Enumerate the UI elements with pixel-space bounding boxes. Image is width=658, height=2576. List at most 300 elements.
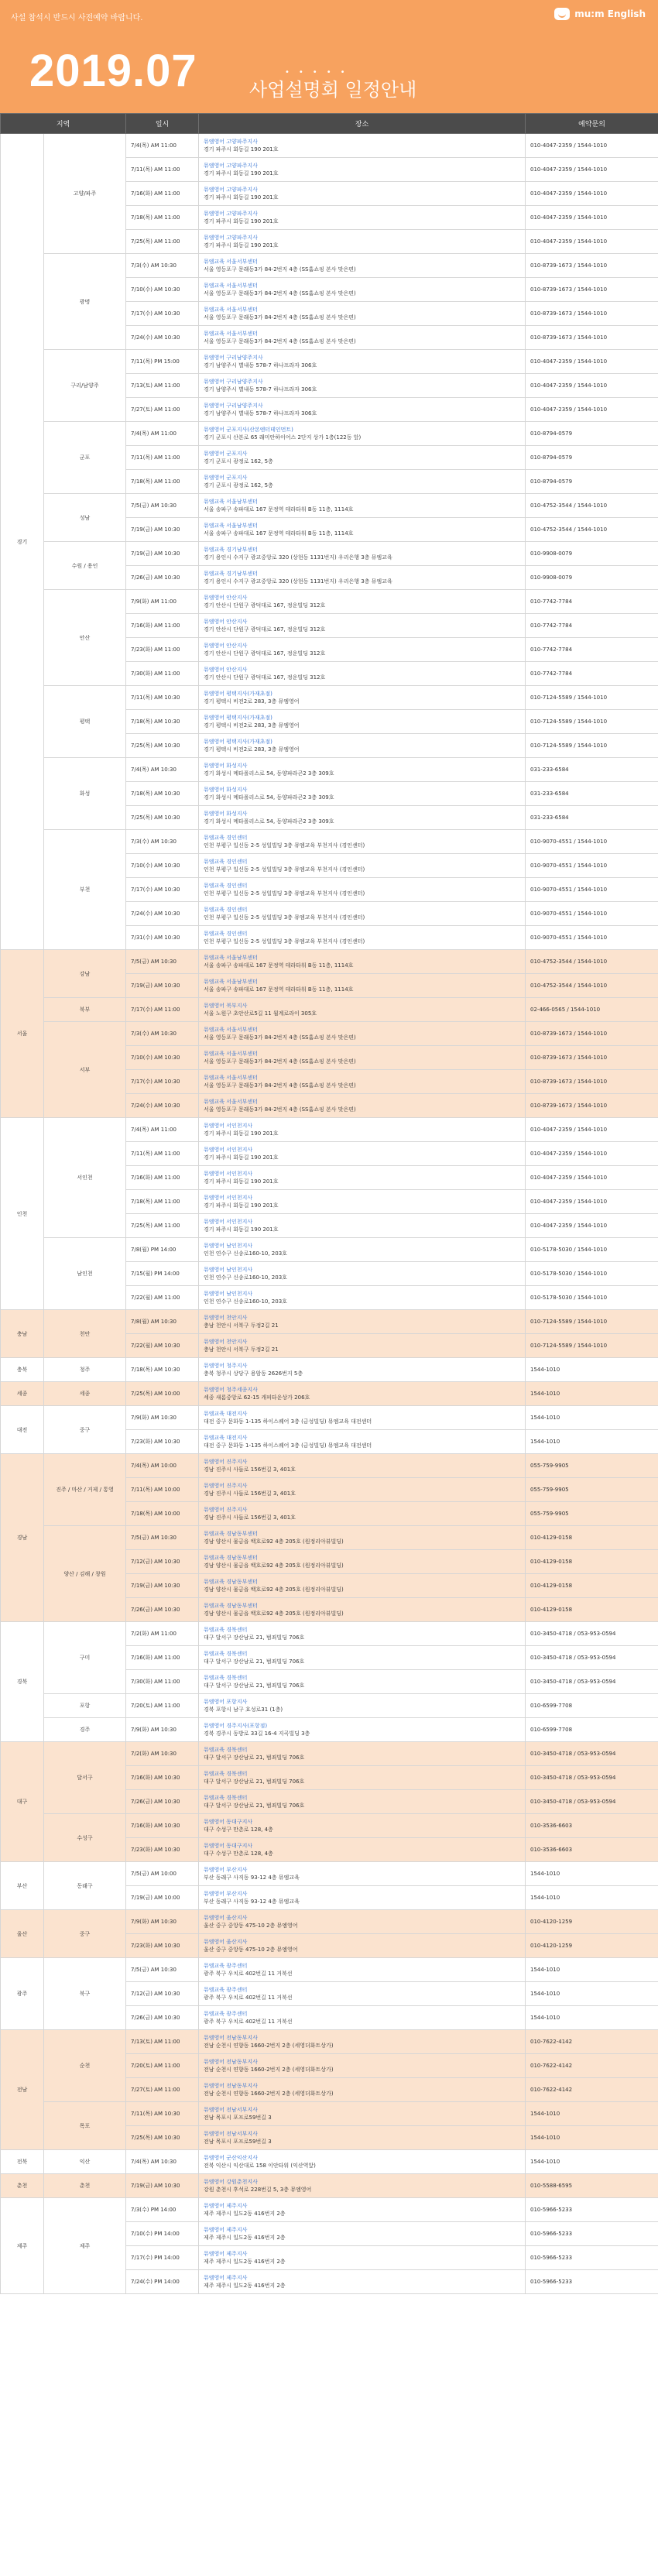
date-cell: 7/24(수) AM 10:30 [126, 902, 199, 926]
place-name-link[interactable]: 뮤엠교육 경북센터 [204, 1651, 248, 1657]
contact-cell: 010-8739-1673 / 1544-1010 [526, 326, 658, 350]
place-address: 인천 부평구 일신동 2-5 성일빌딩 3층 뮤엠교육 부천지사 (경인센터) [204, 914, 365, 921]
place-name-link[interactable]: 뮤엠영어 서인천지사 [204, 1171, 253, 1177]
place-name-link[interactable]: 뮤엠교육 대전지사 [204, 1435, 248, 1441]
place-name-link[interactable]: 뮤엠교육 서울서부센터 [204, 1099, 258, 1105]
place-name-link[interactable]: 뮤엠교육 서울남부센터 [204, 499, 258, 505]
place-address: 서울 송파구 송파대로 167 문정역 테라타워 B동 11층, 1114호 [204, 986, 354, 993]
place-address: 대구 달서구 장산남로 21, 범죄빌딩 706호 [204, 1682, 305, 1689]
place-cell [199, 854, 526, 878]
date-cell: 7/31(수) AM 10:30 [126, 926, 199, 950]
place-name-link[interactable]: 뮤엠교육 서울서부센터 [204, 283, 258, 289]
date-cell: 7/16(화) AM 11:00 [126, 182, 199, 206]
contact-cell: 010-4129-0158 [526, 1526, 658, 1550]
brand-logo-icon [554, 8, 570, 20]
date-cell: 7/12(금) AM 10:30 [126, 1550, 199, 1574]
table-row [1, 950, 658, 974]
contact-cell: 1544-1010 [526, 2102, 658, 2126]
place-address: 경기 파주시 회동길 190 201호 [204, 1178, 279, 1185]
place-cell [199, 2102, 526, 2126]
contact-cell: 010-3536-6603 [526, 1838, 658, 1862]
place-name-link[interactable]: 뮤엠교육 경북센터 [204, 1675, 248, 1681]
place-cell [199, 1934, 526, 1958]
place-address: 경기 남양주시 별내동 578-7 하나프라자 306호 [204, 410, 317, 417]
date-cell: 7/10(수) PM 14:00 [126, 2222, 199, 2246]
table-row [1, 1742, 658, 1766]
place-cell [199, 326, 526, 350]
contact-cell: 010-8739-1673 / 1544-1010 [526, 1046, 658, 1070]
header-banner [0, 0, 658, 113]
contact-cell: 010-5178-5030 / 1544-1010 [526, 1238, 658, 1262]
place-address: 경북 포항시 남구 효성로31 (1층) [204, 1706, 283, 1713]
place-cell [199, 1742, 526, 1766]
place-name-link[interactable]: 뮤엠교육 광주센터 [204, 2011, 248, 2017]
area-cell: 순천 [44, 2030, 126, 2102]
place-cell [199, 2150, 526, 2174]
table-body [1, 134, 658, 2294]
place-name-link[interactable]: 뮤엠교육 경남동부센터 [204, 1531, 258, 1537]
contact-cell: 010-3450-4718 / 053-953-0594 [526, 1646, 658, 1670]
date-cell: 7/11(목) PM 15:00 [126, 350, 199, 374]
date-cell: 7/17(수) AM 11:00 [126, 998, 199, 1022]
place-cell [199, 2198, 526, 2222]
contact-cell: 010-8794-0579 [526, 422, 658, 446]
contact-cell: 010-4752-3544 / 1544-1010 [526, 494, 658, 518]
place-name-link[interactable]: 뮤엠교육 경남동부센터 [204, 1579, 258, 1585]
date-cell: 7/16(화) AM 11:00 [126, 1646, 199, 1670]
area-cell: 남인천 [44, 1238, 126, 1310]
place-cell [199, 278, 526, 302]
year-title: 2019.07 [29, 46, 197, 96]
place-name-link[interactable]: 뮤엠영어 서인천지사 [204, 1195, 253, 1201]
place-address: 경기 군포시 광정로 162, 5층 [204, 482, 273, 489]
contact-cell: 010-8739-1673 / 1544-1010 [526, 254, 658, 278]
place-name-link[interactable]: 뮤엠영어 전남서부지사 [204, 2131, 258, 2137]
col-place-header: 장소 [199, 114, 526, 134]
place-name-link[interactable]: 뮤엠교육 서울남부센터 [204, 523, 258, 529]
contact-cell: 010-4752-3544 / 1544-1010 [526, 950, 658, 974]
place-name-link[interactable]: 뮤엠영어 안산지사 [204, 619, 248, 625]
place-name-link[interactable]: 뮤엠영어 전남서부지사 [204, 2107, 258, 2113]
place-name-link[interactable]: 뮤엠영어 군산익산지사 [204, 2155, 258, 2161]
place-name-link[interactable]: 뮤엠영어 울산지사 [204, 1915, 248, 1921]
date-cell: 7/23(화) AM 11:00 [126, 638, 199, 662]
date-cell: 7/10(수) AM 10:30 [126, 854, 199, 878]
place-name-link[interactable]: 뮤엠영어 동대구지사 [204, 1819, 253, 1825]
table-row [1, 2030, 658, 2054]
contact-cell: 010-4047-2359 / 1544-1010 [526, 230, 658, 254]
place-address: 경남 진주시 사들로 156번길 3, 401호 [204, 1466, 296, 1473]
place-address: 경기 파주시 회동길 190 201호 [204, 242, 279, 249]
table-row [1, 1310, 658, 1334]
place-address: 경기 파주시 회동길 190 201호 [204, 1154, 279, 1161]
place-address: 충북 청주시 상당구 용암동 2626번지 5층 [204, 1370, 303, 1377]
contact-cell: 031-233-6584 [526, 758, 658, 782]
place-address: 경남 양산시 물금읍 백호로92 4층 205호 (원정리아뷰빌딩) [204, 1610, 344, 1617]
place-name-link[interactable]: 뮤엠교육 서울서부센터 [204, 307, 258, 313]
date-cell: 7/5(금) AM 10:30 [126, 494, 199, 518]
date-cell: 7/26(금) AM 10:30 [126, 1598, 199, 1622]
place-address: 대전 중구 문화동 1-135 하이스퀘어 3층 (금성빌딩) 뮤엠교육 대전센터 [204, 1442, 372, 1449]
place-cell [199, 638, 526, 662]
place-name-link[interactable]: 뮤엠교육 경남동부센터 [204, 1555, 258, 1561]
place-address: 인천 연수구 신송로160-10, 203호 [204, 1298, 287, 1305]
place-cell [199, 2054, 526, 2078]
place-name-link[interactable]: 뮤엠영어 고양파주지사 [204, 163, 258, 169]
place-cell [199, 1286, 526, 1310]
place-name-link[interactable]: 뮤엠영어 고양파주지사 [204, 187, 258, 193]
place-cell [199, 926, 526, 950]
place-name-link[interactable]: 뮤엠교육 서울서부센터 [204, 259, 258, 265]
area-cell: 익산 [44, 2150, 126, 2174]
place-name-link[interactable]: 뮤엠영어 청주세종지사 [204, 1387, 258, 1393]
place-name-link[interactable]: 뮤엠영어 제주지사 [204, 2227, 248, 2233]
contact-cell: 010-3450-4718 / 053-953-0594 [526, 1766, 658, 1790]
area-cell: 북부 [44, 998, 126, 1022]
contact-cell: 010-4047-2359 / 1544-1010 [526, 374, 658, 398]
contact-cell: 010-6599-7708 [526, 1694, 658, 1718]
place-name-link[interactable]: 뮤엠영어 전남동부지사 [204, 2059, 258, 2065]
region-cell: 전북 [1, 2150, 44, 2174]
place-cell [199, 1334, 526, 1358]
place-name-link[interactable]: 뮤엠교육 경인센터 [204, 931, 248, 937]
date-cell: 7/20(토) AM 11:00 [126, 1694, 199, 1718]
place-address: 광주 북구 우치로 402번길 11 거북선 [204, 2019, 293, 2025]
place-address: 제주 제주시 일도2동 416번지 2층 [204, 2259, 286, 2265]
place-name-link[interactable]: 뮤엠교육 서울서부센터 [204, 331, 258, 337]
place-name-link[interactable]: 뮤엠영어 평택지사(가재초점) [204, 739, 272, 745]
place-cell [199, 1502, 526, 1526]
place-cell [199, 1118, 526, 1142]
place-name-link[interactable]: 뮤엠영어 화성지사 [204, 787, 248, 793]
date-cell: 7/11(목) AM 10:00 [126, 1478, 199, 1502]
place-cell [199, 254, 526, 278]
place-name-link[interactable]: 뮤엠영어 전남동부지사 [204, 2035, 258, 2041]
contact-cell: 010-5966-5233 [526, 2246, 658, 2270]
place-cell [199, 2030, 526, 2054]
place-name-link[interactable]: 뮤엠교육 경인센터 [204, 835, 248, 841]
contact-cell: 010-9070-4551 / 1544-1010 [526, 830, 658, 854]
place-name-link[interactable]: 뮤엠영어 구리남양주지사 [204, 355, 263, 361]
place-name-link[interactable]: 뮤엠영어 울산지사 [204, 1939, 248, 1945]
place-address: 경기 화성시 메타폴리스로 54, 동양파라곤2 3층 309호 [204, 770, 334, 777]
place-address: 경기 파주시 회동길 190 201호 [204, 1202, 279, 1209]
place-name-link[interactable]: 뮤엠영어 고양파주지사 [204, 235, 258, 241]
place-name-link[interactable]: 뮤엠영어 제주지사 [204, 2275, 248, 2281]
brand-name: mu:m English [574, 9, 646, 19]
date-cell: 7/25(목) AM 10:30 [126, 734, 199, 758]
place-cell [199, 446, 526, 470]
contact-cell: 010-3450-4718 / 053-953-0594 [526, 1742, 658, 1766]
place-address: 경기 파주시 회동길 190 201호 [204, 1226, 279, 1233]
place-address: 전남 목포시 포프로59번길 3 [204, 2139, 272, 2145]
table-row [1, 2174, 658, 2198]
place-name-link[interactable]: 뮤엠영어 포항지사 [204, 1699, 248, 1705]
date-cell: 7/3(수) AM 10:30 [126, 254, 199, 278]
place-cell [199, 2078, 526, 2102]
date-cell: 7/2(화) AM 10:30 [126, 1742, 199, 1766]
date-cell: 7/9(화) AM 10:30 [126, 1406, 199, 1430]
contact-cell: 010-7124-5589 / 1544-1010 [526, 734, 658, 758]
contact-cell: 010-4120-1259 [526, 1910, 658, 1934]
place-name-link[interactable]: 뮤엠교육 대전지사 [204, 1411, 248, 1417]
region-cell: 경북 [1, 1622, 44, 1742]
place-name-link[interactable]: 뮤엠영어 강원춘천지사 [204, 2179, 258, 2185]
place-address: 서울 영등포구 문래동3가 84-2번지 4층 (SS홈쇼핑 본사 맞은편) [204, 1106, 356, 1113]
place-address: 경기 화성시 메타폴리스로 54, 동양파라곤2 3층 309호 [204, 818, 334, 825]
place-name-link[interactable]: 뮤엠영어 고양파주지사 [204, 139, 258, 145]
place-name-link[interactable]: 뮤엠교육 경인센터 [204, 859, 248, 865]
contact-cell: 010-9908-0079 [526, 566, 658, 590]
place-name-link[interactable]: 뮤엠교육 경기남부센터 [204, 547, 258, 553]
place-name-link[interactable]: 뮤엠교육 서울남부센터 [204, 979, 258, 985]
table-row [1, 1814, 658, 1838]
region-cell: 울산 [1, 1910, 44, 1958]
place-name-link[interactable]: 뮤엠교육 경북센터 [204, 1627, 248, 1633]
place-address: 서울 송파구 송파대로 167 문정역 테라타워 B동 11층, 1114호 [204, 962, 354, 969]
place-name-link[interactable]: 뮤엠영어 부산지사 [204, 1867, 248, 1873]
table-row [1, 422, 658, 446]
place-name-link[interactable]: 뮤엠영어 군포지사 [204, 451, 248, 457]
place-name-link[interactable]: 뮤엠영어 진주지사 [204, 1507, 248, 1513]
date-cell: 7/18(목) AM 11:00 [126, 206, 199, 230]
place-cell [199, 1694, 526, 1718]
place-cell [199, 2006, 526, 2030]
contact-cell: 010-5178-5030 / 1544-1010 [526, 1286, 658, 1310]
place-address: 전남 순천시 연향동 1660-2번지 2층 (세영더화트상가) [204, 2043, 334, 2049]
place-cell [199, 662, 526, 686]
place-address: 충남 천안시 서북구 두정2길 21 [204, 1322, 279, 1329]
place-name-link[interactable]: 뮤엠영어 천안지사 [204, 1339, 248, 1345]
place-name-link[interactable]: 뮤엠교육 서울서부센터 [204, 1051, 258, 1057]
place-address: 광주 북구 우치로 402번길 11 거북선 [204, 1995, 293, 2001]
date-cell: 7/5(금) AM 10:30 [126, 950, 199, 974]
place-cell [199, 1646, 526, 1670]
area-cell: 제주 [44, 2198, 126, 2294]
place-name-link[interactable]: 뮤엠영어 제주지사 [204, 2251, 248, 2257]
date-cell: 7/18(목) AM 10:00 [126, 1502, 199, 1526]
contact-cell: 010-3450-4718 / 053-953-0594 [526, 1622, 658, 1646]
place-name-link[interactable]: 뮤엠영어 군포지사 [204, 475, 248, 481]
place-cell [199, 2126, 526, 2150]
place-name-link[interactable]: 뮤엠영어 천안지사 [204, 1315, 248, 1321]
place-name-link[interactable]: 뮤엠교육 경인센터 [204, 883, 248, 889]
place-name-link[interactable]: 뮤엠영어 평택지사(가재초점) [204, 715, 272, 721]
area-cell: 구미 [44, 1622, 126, 1694]
region-cell: 대전 [1, 1406, 44, 1454]
place-cell [199, 182, 526, 206]
place-address: 대구 달서구 장산남로 21, 범죄빌딩 706호 [204, 1803, 305, 1809]
date-cell: 7/10(수) AM 10:30 [126, 278, 199, 302]
table-row [1, 1454, 658, 1478]
contact-cell: 010-4047-2359 / 1544-1010 [526, 1142, 658, 1166]
place-name-link[interactable]: 뮤엠영어 청주지사 [204, 1363, 248, 1369]
place-name-link[interactable]: 뮤엠교육 광주센터 [204, 1963, 248, 1969]
contact-cell: 1544-1010 [526, 2006, 658, 2030]
contact-cell: 010-6599-7708 [526, 1718, 658, 1742]
date-cell: 7/17(수) AM 10:30 [126, 878, 199, 902]
place-cell [199, 1982, 526, 2006]
place-name-link[interactable]: 뮤엠영어 경주지사(포항점) [204, 1723, 268, 1729]
date-cell: 7/8(월) PM 14:00 [126, 1238, 199, 1262]
place-cell [199, 374, 526, 398]
table-row [1, 1526, 658, 1550]
date-cell: 7/16(화) AM 11:00 [126, 614, 199, 638]
date-cell: 7/18(목) AM 11:00 [126, 1190, 199, 1214]
date-cell: 7/19(금) AM 10:00 [126, 1886, 199, 1910]
place-cell [199, 806, 526, 830]
place-name-link[interactable]: 뮤엠영어 남인천지사 [204, 1291, 253, 1297]
place-address: 충남 천안시 서북구 두정2길 21 [204, 1346, 279, 1353]
place-name-link[interactable]: 뮤엠영어 구리남양주지사 [204, 379, 263, 385]
region-cell: 충남 [1, 1310, 44, 1358]
place-name-link[interactable]: 뮤엠영어 남인천지사 [204, 1267, 253, 1273]
brand[interactable] [554, 8, 646, 20]
place-cell [199, 1598, 526, 1622]
place-address: 경남 진주시 사들로 156번길 3, 401호 [204, 1490, 296, 1497]
place-name-link[interactable]: 뮤엠영어 평택지사(가재초점) [204, 691, 272, 697]
area-cell: 포항 [44, 1694, 126, 1718]
place-cell [199, 758, 526, 782]
place-name-link[interactable]: 뮤엠교육 경북센터 [204, 1747, 248, 1753]
contact-cell: 010-9070-4551 / 1544-1010 [526, 926, 658, 950]
contact-cell: 010-7124-5589 / 1544-1010 [526, 1310, 658, 1334]
place-name-link[interactable]: 뮤엠영어 서인천지사 [204, 1147, 253, 1153]
date-cell: 7/18(목) AM 10:30 [126, 1358, 199, 1382]
place-name-link[interactable]: 뮤엠영어 화성지사 [204, 763, 248, 769]
place-name-link[interactable]: 뮤엠교육 경기남부센터 [204, 571, 258, 577]
place-name-link[interactable]: 뮤엠교육 서울남부센터 [204, 955, 258, 961]
table-row [1, 1358, 658, 1382]
contact-cell: 010-8739-1673 / 1544-1010 [526, 302, 658, 326]
date-cell: 7/5(금) AM 10:30 [126, 1526, 199, 1550]
place-name-link[interactable]: 뮤엠영어 군포지사(산본엔터테인먼트) [204, 427, 293, 433]
place-cell [199, 1262, 526, 1286]
region-cell: 광주 [1, 1958, 44, 2030]
place-name-link[interactable]: 뮤엠영어 안산지사 [204, 667, 248, 673]
place-address: 전북 익산시 익산대로 158 이안타워 (익산역앞) [204, 2163, 316, 2169]
place-name-link[interactable]: 뮤엠교육 경남동부센터 [204, 1603, 258, 1609]
date-cell: 7/25(목) AM 10:30 [126, 806, 199, 830]
contact-cell: 1544-1010 [526, 1358, 658, 1382]
place-address: 부산 동래구 사직동 93-12 4층 뮤엠교육 [204, 1899, 300, 1905]
table-row [1, 494, 658, 518]
place-address: 경기 안산시 단원구 광덕대로 167, 정운빌딩 312호 [204, 626, 326, 633]
contact-cell: 010-7124-5589 / 1544-1010 [526, 1334, 658, 1358]
place-address: 경기 안산시 단원구 광덕대로 167, 정운빌딩 312호 [204, 674, 326, 681]
date-cell: 7/13(토) AM 11:00 [126, 374, 199, 398]
place-cell [199, 1046, 526, 1070]
date-cell: 7/25(목) AM 10:00 [126, 1382, 199, 1406]
place-name-link[interactable]: 뮤엠영어 안산지사 [204, 643, 248, 649]
place-name-link[interactable]: 뮤엠영어 화성지사 [204, 811, 248, 817]
place-name-link[interactable]: 뮤엠영어 서인천지사 [204, 1123, 253, 1129]
contact-cell: 010-4047-2359 / 1544-1010 [526, 1214, 658, 1238]
area-cell: 구리/남양주 [44, 350, 126, 422]
place-cell [199, 782, 526, 806]
place-name-link[interactable]: 뮤엠영어 구리남양주지사 [204, 403, 263, 409]
date-cell: 7/27(토) AM 11:00 [126, 2078, 199, 2102]
area-cell: 강남 [44, 950, 126, 998]
place-name-link[interactable]: 뮤엠교육 서울서부센터 [204, 1075, 258, 1081]
area-cell: 고양/파주 [44, 134, 126, 254]
date-cell: 7/19(금) AM 10:30 [126, 518, 199, 542]
area-cell: 평택 [44, 686, 126, 758]
col-contact-header: 예약문의 [526, 114, 658, 134]
place-name-link[interactable]: 뮤엠영어 전남동부지사 [204, 2083, 258, 2089]
place-cell [199, 302, 526, 326]
date-cell: 7/24(수) AM 10:30 [126, 326, 199, 350]
region-cell: 전남 [1, 2030, 44, 2150]
place-address: 경기 평택시 비전2로 283, 3층 뮤엠영어 [204, 722, 300, 729]
place-name-link[interactable]: 뮤엠교육 서울서부센터 [204, 1027, 258, 1033]
place-name-link[interactable]: 뮤엠영어 부산지사 [204, 1891, 248, 1897]
contact-cell: 010-7742-7784 [526, 614, 658, 638]
place-address: 서울 송파구 송파대로 167 문정역 테라타워 B동 11층, 1114호 [204, 506, 354, 513]
contact-cell: 010-4047-2359 / 1544-1010 [526, 1118, 658, 1142]
contact-cell: 1544-1010 [526, 1862, 658, 1886]
contact-cell: 010-4752-3544 / 1544-1010 [526, 974, 658, 998]
place-name-link[interactable]: 뮤엠영어 동대구지사 [204, 1843, 253, 1849]
contact-cell: 010-5178-5030 / 1544-1010 [526, 1262, 658, 1286]
place-address: 경남 양산시 물금읍 백호로92 4층 205호 (원정리아뷰빌딩) [204, 1538, 344, 1545]
contact-cell: 010-4047-2359 / 1544-1010 [526, 206, 658, 230]
contact-cell: 010-3450-4718 / 053-953-0594 [526, 1670, 658, 1694]
place-address: 제주 제주시 일도2동 416번지 2층 [204, 2211, 286, 2217]
contact-cell: 010-3536-6603 [526, 1814, 658, 1838]
place-name-link[interactable]: 뮤엠교육 광주센터 [204, 1987, 248, 1993]
place-name-link[interactable]: 뮤엠교육 경북센터 [204, 1795, 248, 1801]
place-address: 경기 파주시 회동길 190 201호 [204, 1130, 279, 1137]
region-cell: 인천 [1, 1118, 44, 1310]
place-address: 대구 달서구 장산남로 21, 범죄빌딩 706호 [204, 1754, 305, 1761]
contact-cell: 010-7124-5589 / 1544-1010 [526, 710, 658, 734]
place-name-link[interactable]: 뮤엠영어 진주지사 [204, 1483, 248, 1489]
table-row [1, 350, 658, 374]
place-address: 대구 수성구 만촌로 128, 4층 [204, 1851, 273, 1857]
place-address: 울산 중구 중앙동 475-10 2층 뮤엠영어 [204, 1923, 298, 1929]
place-cell [199, 1862, 526, 1886]
place-name-link[interactable]: 뮤엠영어 남인천지사 [204, 1243, 253, 1249]
place-address: 서울 영등포구 문래동3가 84-2번지 4층 (SS홈쇼핑 본사 맞은편) [204, 314, 356, 321]
contact-cell: 010-7622-4142 [526, 2030, 658, 2054]
place-address: 제주 제주시 일도2동 416번지 2층 [204, 2235, 286, 2241]
area-cell: 수성구 [44, 1814, 126, 1862]
contact-cell: 010-4129-0158 [526, 1574, 658, 1598]
date-cell: 7/25(목) AM 11:00 [126, 230, 199, 254]
place-name-link[interactable]: 뮤엠영어 진주지사 [204, 1459, 248, 1465]
date-cell: 7/26(금) AM 10:30 [126, 2006, 199, 2030]
place-name-link[interactable]: 뮤엠영어 고양파주지사 [204, 211, 258, 217]
place-name-link[interactable]: 뮤엠영어 제주지사 [204, 2203, 248, 2209]
place-name-link[interactable]: 뮤엠영어 안산지사 [204, 595, 248, 601]
date-cell: 7/4(목) AM 10:00 [126, 1454, 199, 1478]
contact-cell: 010-9908-0079 [526, 542, 658, 566]
contact-cell: 1544-1010 [526, 1406, 658, 1430]
contact-cell: 010-4047-2359 / 1544-1010 [526, 350, 658, 374]
place-name-link[interactable]: 뮤엠영어 북부지사 [204, 1003, 248, 1009]
place-address: 경기 파주시 회동길 190 201호 [204, 170, 279, 177]
place-name-link[interactable]: 뮤엠영어 서인천지사 [204, 1219, 253, 1225]
contact-cell: 1544-1010 [526, 2126, 658, 2150]
date-cell: 7/11(목) AM 10:30 [126, 686, 199, 710]
place-cell [199, 974, 526, 998]
place-cell [199, 590, 526, 614]
place-name-link[interactable]: 뮤엠교육 경북센터 [204, 1771, 248, 1777]
col-date-header: 일시 [126, 114, 199, 134]
place-name-link[interactable]: 뮤엠교육 경인센터 [204, 907, 248, 913]
date-cell: 7/11(목) AM 11:00 [126, 446, 199, 470]
